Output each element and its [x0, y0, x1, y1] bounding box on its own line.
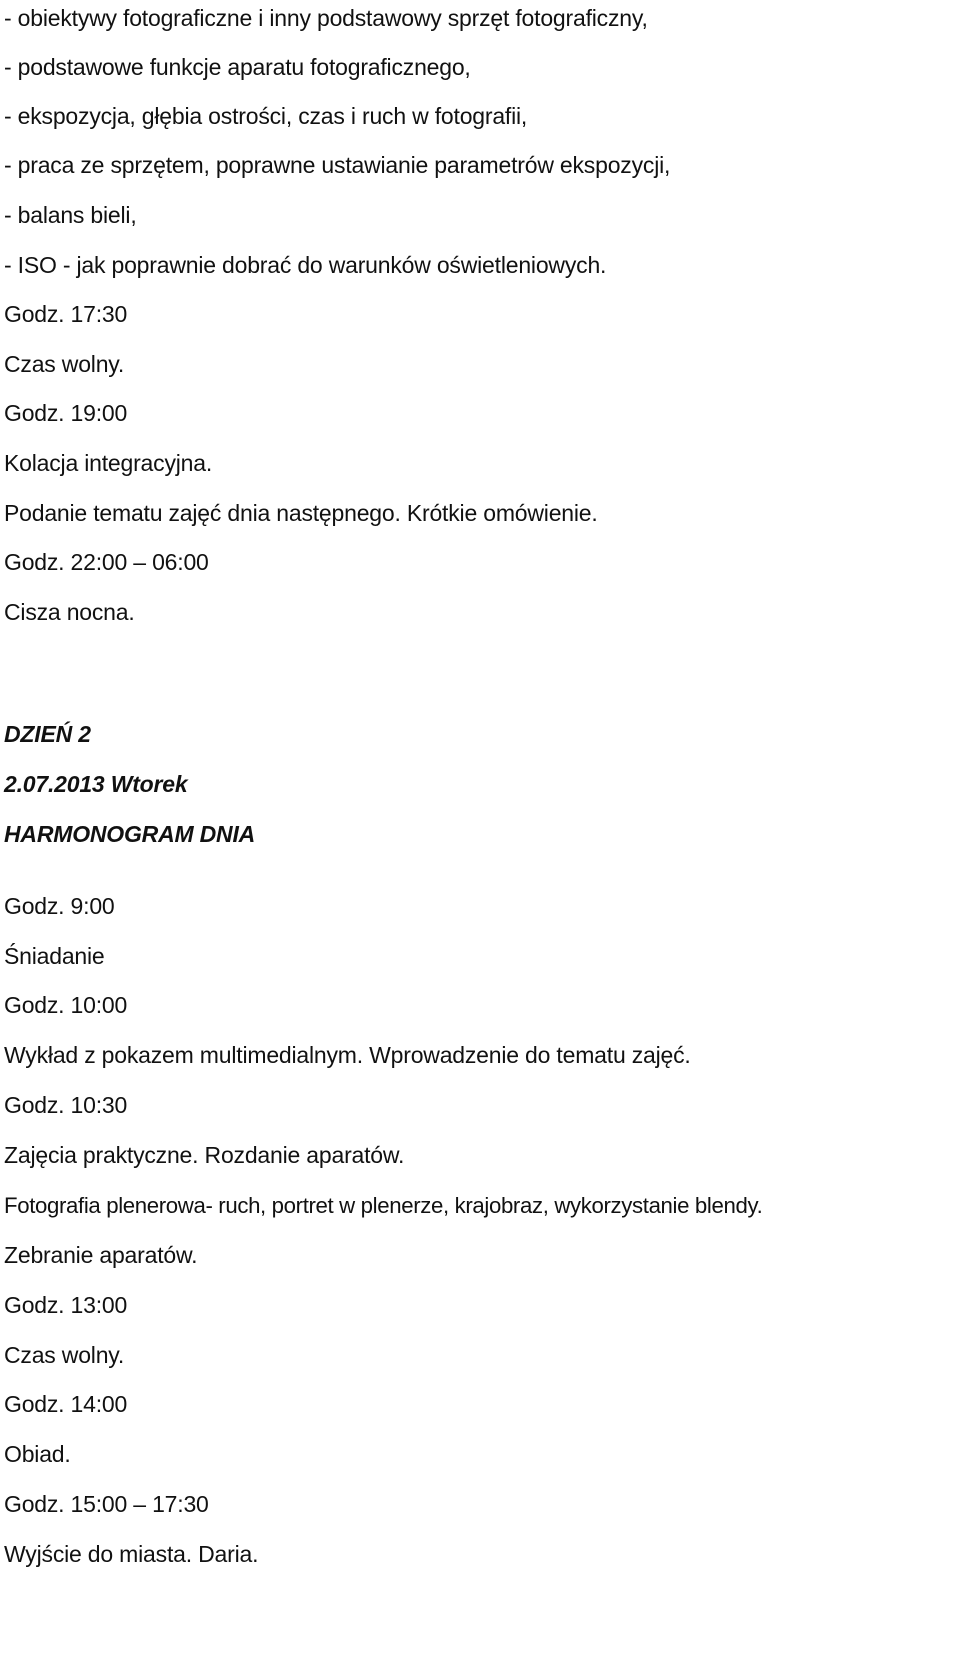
- list-item: - obiektywy fotograficzne i inny podstawowy sprzęt fotograficzny,: [4, 5, 648, 31]
- list-item: - ekspozycja, głębia ostrości, czas i ruch w fotografii,: [4, 103, 528, 129]
- list-item: - praca ze sprzętem, poprawne ustawianie parametrów ekspozycji,: [4, 152, 671, 178]
- schedule-activity: Czas wolny.: [4, 351, 125, 377]
- schedule-activity: Wyjście do miasta. Daria.: [4, 1541, 259, 1567]
- schedule-activity: Czas wolny.: [4, 1342, 125, 1368]
- schedule-time: Godz. 19:00: [4, 400, 128, 426]
- list-item: - balans bieli,: [4, 202, 137, 228]
- schedule-activity: Zajęcia praktyczne. Rozdanie aparatów.: [4, 1142, 405, 1168]
- list-item: - podstawowe funkcje aparatu fotograficznego,: [4, 54, 471, 80]
- schedule-time: Godz. 10:30: [4, 1092, 128, 1118]
- schedule-activity: Cisza nocna.: [4, 599, 135, 625]
- schedule-heading: HARMONOGRAM DNIA: [4, 821, 256, 847]
- schedule-time: Godz. 14:00: [4, 1391, 128, 1417]
- schedule-activity: Fotografia plenerowa- ruch, portret w plenerze, krajobraz, wykorzystanie blendy.: [4, 1193, 763, 1218]
- schedule-activity: Śniadanie: [4, 943, 105, 969]
- schedule-activity: Zebranie aparatów.: [4, 1242, 198, 1268]
- day-title: DZIEŃ 2: [4, 721, 91, 747]
- schedule-time: Godz. 10:00: [4, 992, 128, 1018]
- list-item: - ISO - jak poprawnie dobrać do warunków oświetleniowych.: [4, 252, 607, 278]
- day-date: 2.07.2013 Wtorek: [4, 771, 188, 797]
- schedule-time: Godz. 17:30: [4, 301, 128, 327]
- schedule-time: Godz. 13:00: [4, 1292, 128, 1318]
- schedule-time: Godz. 22:00 – 06:00: [4, 549, 209, 575]
- schedule-time: Godz. 15:00 – 17:30: [4, 1491, 209, 1517]
- schedule-activity: Kolacja integracyjna.: [4, 450, 213, 476]
- schedule-activity: Wykład z pokazem multimedialnym. Wprowadzenie do tematu zajęć.: [4, 1042, 691, 1068]
- schedule-activity: Podanie tematu zajęć dnia następnego. Krótkie omówienie.: [4, 500, 598, 526]
- schedule-activity: Obiad.: [4, 1441, 71, 1467]
- schedule-time: Godz. 9:00: [4, 893, 115, 919]
